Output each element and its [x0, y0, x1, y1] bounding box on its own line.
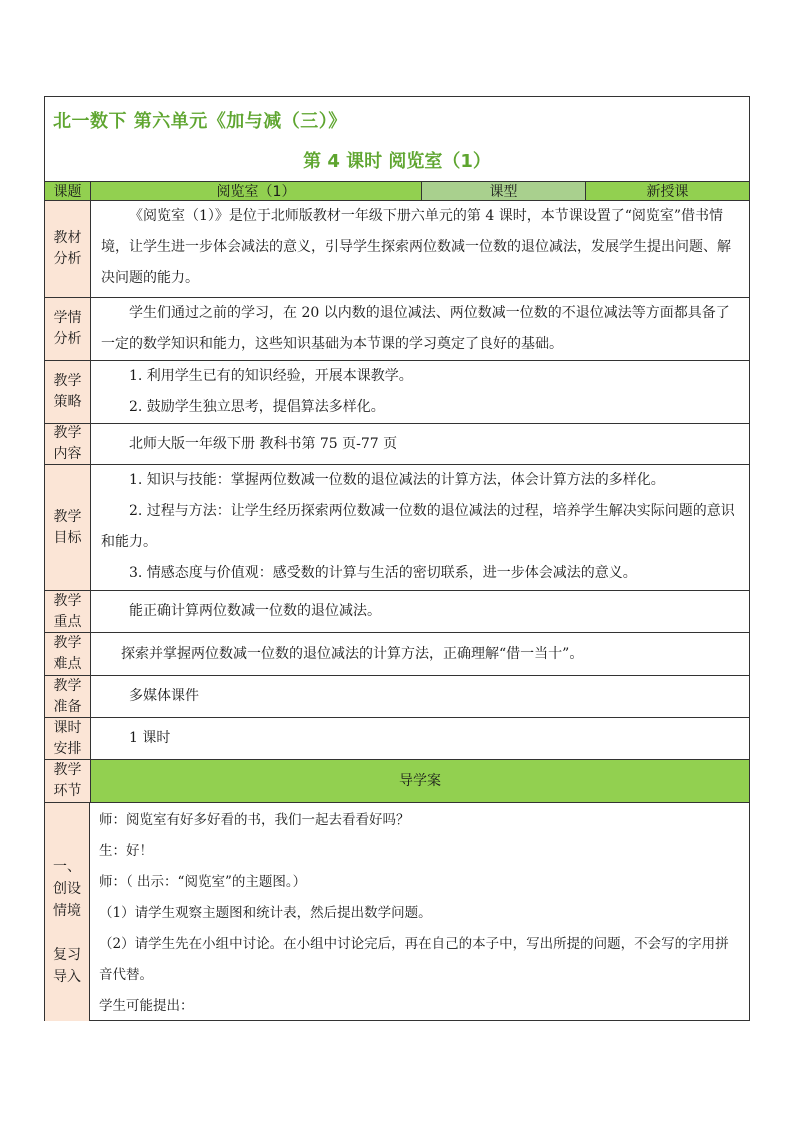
schedule-row [45, 718, 749, 760]
row-label: 教学目标 [45, 465, 91, 590]
row-label: 教学准备 [45, 676, 91, 717]
dialogue-line: 师：（ 出示：“阅览室”的主题图。） [99, 874, 307, 890]
topic-row [45, 182, 749, 201]
stage-header: 导学案 [91, 760, 749, 802]
strategy-text: 1. 利用学生已有的知识经验，开展本课教学。 2. 鼓励学生独立思考，提倡算法多样化。 [129, 368, 413, 415]
preparation-text: 多媒体课件 [129, 688, 199, 704]
section-label: 一、 创设 情境 复习 导入 [45, 803, 90, 1021]
difficulty-row [45, 633, 749, 676]
dialogue-line: （2）请学生先在小组中讨论。在小组中讨论完后，再在自己的本子中，写出所提的问题，不会写的字用拼音代替。 [99, 936, 729, 983]
row-label: 教材分析 [45, 201, 91, 297]
key-point-row [45, 591, 749, 633]
type-value: 新授课 [586, 182, 749, 200]
topic-value: 阅览室（1） [91, 182, 422, 200]
intro-text [91, 803, 749, 1021]
row-label: 教学环节 [45, 760, 91, 802]
row-label: 教学内容 [45, 424, 91, 464]
material-analysis-row [45, 201, 749, 298]
document-header [45, 97, 749, 182]
student-analysis-row [45, 298, 749, 361]
content-text: 北师大版一年级下册 教科书第 75 页-77 页 [129, 436, 398, 452]
dialogue-line: 生：好！ [99, 843, 153, 859]
lesson-plan-table [44, 96, 750, 1021]
student-analysis-text: 学生们通过之前的学习，在 20 以内数的退位减法、两位数减一位数的不退位减法等方面都具备了一定的数学知识和能力，这些知识基础为本节课的学习奠定了良好的基础。 [101, 305, 730, 352]
row-label: 课时安排 [45, 718, 91, 759]
preparation-row [45, 676, 749, 718]
dialogue-line: （1）请学生观察主题图和统计表，然后提出数学问题。 [99, 905, 432, 921]
row-label: 教学策略 [45, 361, 91, 423]
difficulty-text: 探索并掌握两位数减一位数的退位减法的计算方法，正确理解“借一当十”。 [121, 646, 584, 662]
key-point-text: 能正确计算两位数减一位数的退位减法。 [129, 603, 381, 619]
goals-text: 1. 知识与技能：掌握两位数减一位数的退位减法的计算方法，体会计算方法的多样化。 2. 过程与方法：让学生经历探索两位数减一位数的退位减法的过程，培养学生解决实际问题的意识和能力。 3. 情感态度与价值观：感受数的计算与生活的密切联系，进一步体会减法的意义。 [101, 472, 735, 581]
type-label: 课型 [422, 182, 586, 200]
material-analysis-text: 《阅览室（1）》是位于北师版教材一年级下册六单元的第 4 课时，本节课设置了“阅览室”借书情境，让学生进一步体会减法的意义，引导学生探索两位数减一位数的退位减法，发展学生提出问题、解决问题的能力。 [101, 208, 731, 286]
topic-label: 课题 [45, 182, 91, 200]
strategy-row [45, 361, 749, 424]
stage-row [45, 760, 749, 803]
content-row [45, 424, 749, 465]
schedule-text: 1 课时 [129, 730, 171, 746]
row-label: 学情分析 [45, 298, 91, 360]
intro-section [45, 803, 749, 1021]
dialogue-line: 学生可能提出： [99, 998, 194, 1014]
dialogue-line: 师：阅览室有好多好看的书，我们一起去看看好吗？ [99, 812, 410, 828]
row-label: 教学重点 [45, 591, 91, 632]
unit-title: 北一数下 第六单元《加与减（三）》 [53, 111, 347, 132]
lesson-title: 第 4 课时 阅览室（1） [303, 151, 491, 172]
goals-row [45, 465, 749, 591]
row-label: 教学难点 [45, 633, 91, 675]
